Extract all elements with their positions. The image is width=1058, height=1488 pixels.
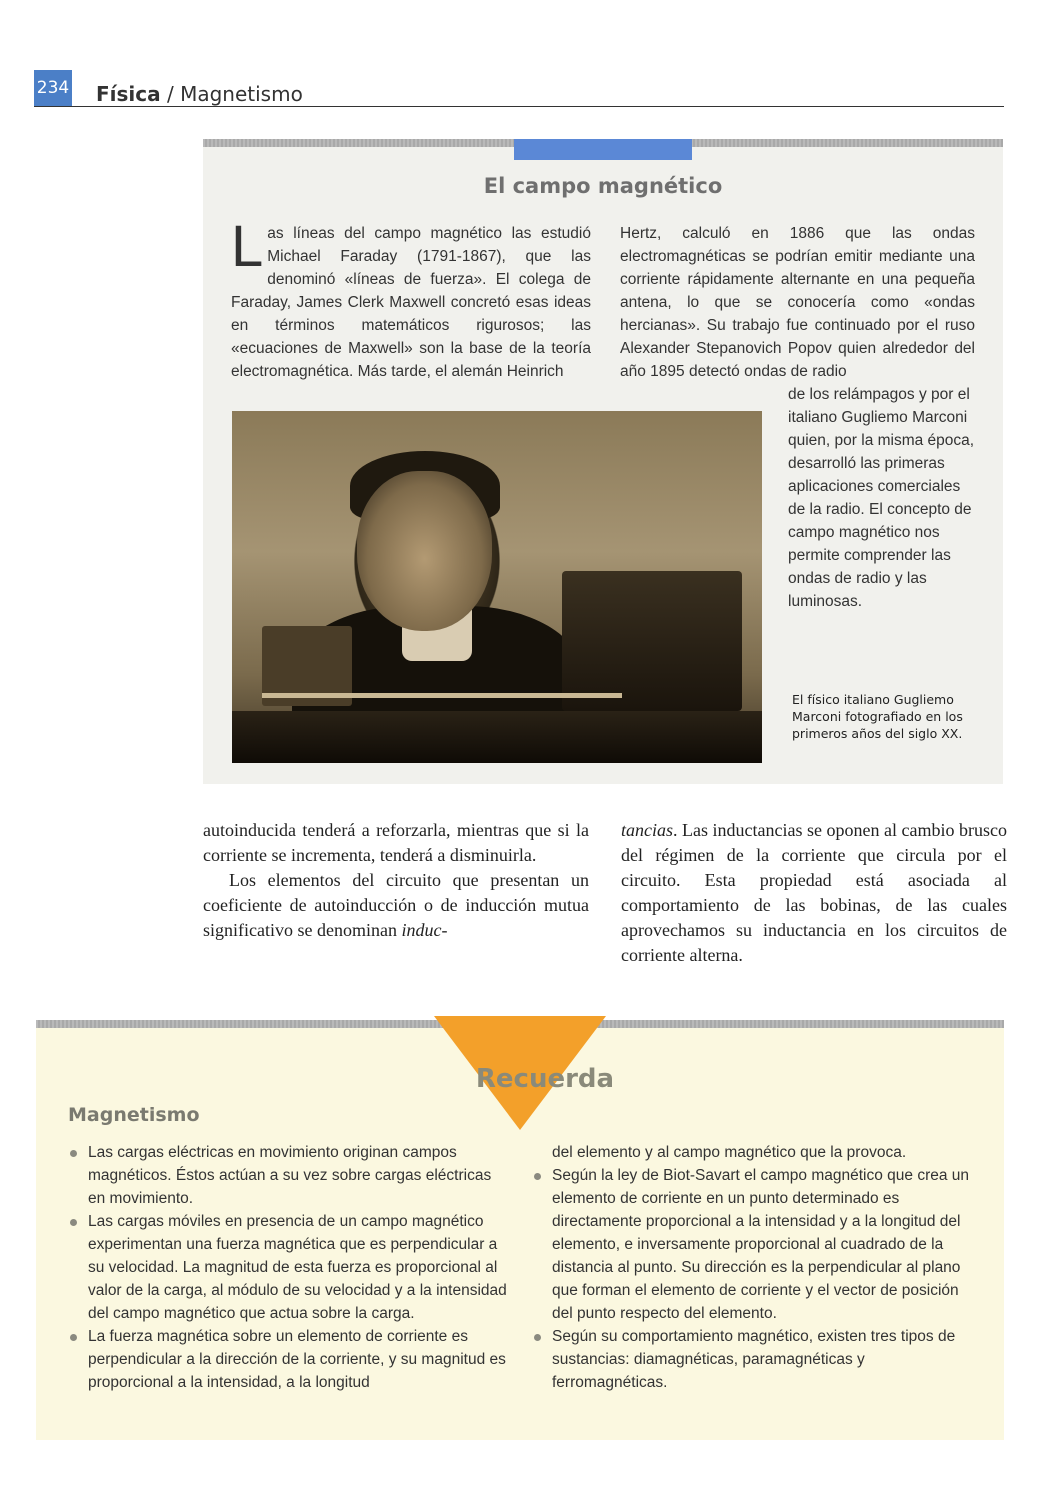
page-number: 234 bbox=[34, 70, 72, 106]
box-column-2: Hertz, calculó en 1886 que las ondas electromagnéticas se podrían emitir mediante una corriente rápidamente alternante en una pequeña antena, lo que se conocería como «ondas hercianas». Su trabajo fue continuado por el ruso Alexander Stepanovich Popov quien alrededor del año 1895 detectó ondas de radio bbox=[620, 225, 975, 380]
box-column-1-text: as líneas del campo magnético las estudió Michael Faraday (1791-1867), que las denominó «líneas de fuerza». El colega de Faraday, James Clerk Maxwell concretó esas ideas en términos matemáticos rigurosos; las «ecuaciones de Maxwell» son la base de la teoría electromagnética. Más tarde, el alemán Heinrich bbox=[231, 225, 591, 380]
photo-face bbox=[357, 471, 492, 631]
recuerda-title: Recuerda bbox=[475, 1064, 615, 1094]
list-item: Según la ley de Biot-Savart el campo magnético que crea un elemento de corriente en un punto determinado es directamente proporcional a la intensidad y a la longitud del elemento, e inversamente proporcional al cuadrado de la distancia al punto. Su dirección es la perpendicular al plano que forman el elemento de corriente y el vector de posición del punto respecto del elemento. bbox=[532, 1164, 972, 1325]
main-paragraph-1: autoinducida tenderá a reforzarla, mientras que si la corriente se incrementa, tenderá a disminuirla. bbox=[203, 820, 589, 865]
box-column-1 bbox=[231, 214, 591, 383]
main-paragraph-2 bbox=[203, 868, 589, 943]
main-paragraph-3-text: . Las inductancias se oponen al cambio brusco del régimen de la corriente que circula por el circuito. Esta propiedad está asociada al comportamiento de las bobinas, de las cuales aprovechamos su inductancia en los circuitos de corriente alterna. bbox=[621, 820, 1007, 965]
marconi-photo bbox=[232, 411, 762, 763]
bullet-icon bbox=[70, 1150, 77, 1157]
main-column-1 bbox=[203, 818, 589, 943]
box-column-2-continued: de los relámpagos y por el italiano Gugliemo Marconi quien, por la misma época, desarrolló las primeras aplicaciones comerciales de la radio. El concepto de campo magnético nos permite comprender las ondas de radio y las luminosas. bbox=[788, 386, 975, 610]
main-paragraph-2-italic: induc- bbox=[401, 920, 448, 940]
main-column-2 bbox=[621, 818, 1007, 968]
recuerda-subtitle: Magnetismo bbox=[68, 1104, 200, 1126]
list-item: Según su comportamiento magnético, existen tres tipos de sustancias: diamagnéticas, paramagnéticas y ferromagnéticas. bbox=[532, 1325, 972, 1394]
bullet-list-1 bbox=[68, 1141, 508, 1394]
list-item: Las cargas móviles en presencia de un campo magnético experimentan una fuerza magnética que es perpendicular a su velocidad. La magnitud de esta fuerza es proporcional al valor de la carga, al módulo de su velocidad y a la intensidad del campo magnético que actua sobre la carga. bbox=[68, 1210, 508, 1325]
main-paragraph-2-text: Los elementos del circuito que presentan un coeficiente de autoinducción o de inducción mutua significativo se denominan bbox=[203, 870, 589, 940]
recuerda-column-1 bbox=[68, 1141, 508, 1394]
drop-cap: L bbox=[231, 214, 264, 279]
photo-radio-device bbox=[562, 571, 742, 711]
recuerda-column-2 bbox=[532, 1141, 972, 1394]
header-rule bbox=[34, 106, 1004, 107]
bullet-icon bbox=[70, 1334, 77, 1341]
running-header bbox=[96, 82, 303, 106]
bullet-icon bbox=[70, 1219, 77, 1226]
bullet-list-2 bbox=[532, 1164, 972, 1394]
bullet-icon bbox=[534, 1173, 541, 1180]
photo-caption: El físico italiano Gugliemo Marconi fotografiado en los primeros años del siglo XX. bbox=[792, 692, 963, 741]
list-item-continuation: del elemento y al campo magnético que la provoca. bbox=[552, 1144, 907, 1161]
header-subsection: Magnetismo bbox=[180, 82, 303, 106]
header-separator: / bbox=[160, 82, 181, 106]
list-item: Las cargas eléctricas en movimiento originan campos magnéticos. Éstos actúan a su vez sobre cargas eléctricas en movimiento. bbox=[68, 1141, 508, 1210]
main-paragraph-3-italic: tancias bbox=[621, 820, 673, 840]
photo-rod bbox=[262, 693, 622, 698]
main-paragraph-3 bbox=[621, 818, 1007, 968]
list-item: La fuerza magnética sobre un elemento de corriente es perpendicular a la dirección de la corriente, y su magnitud es proporcional a la intensidad, a la longitud bbox=[68, 1325, 508, 1394]
bullet-icon bbox=[534, 1334, 541, 1341]
header-section: Física bbox=[96, 82, 161, 106]
photo-table bbox=[232, 711, 762, 763]
box-accent-tab bbox=[514, 139, 692, 160]
box-title: El campo magnético bbox=[483, 174, 723, 198]
